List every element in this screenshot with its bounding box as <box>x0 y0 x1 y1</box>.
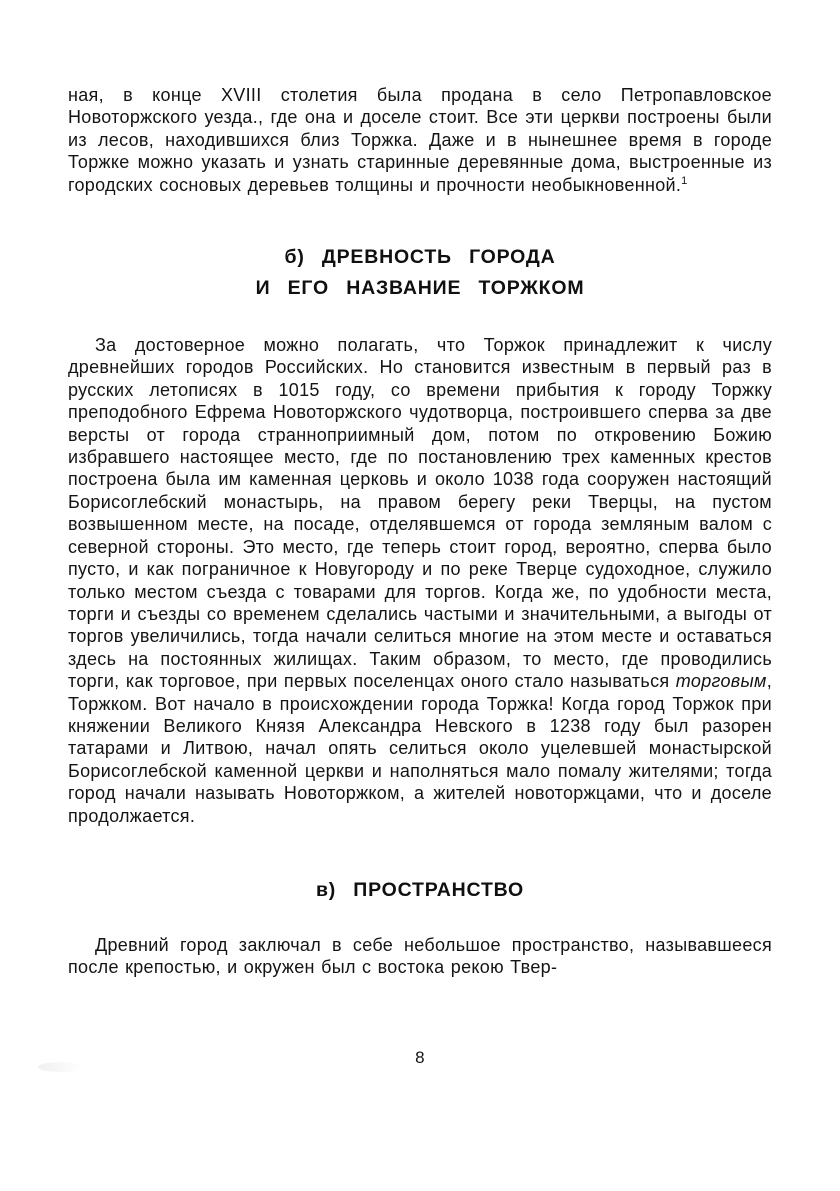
page-number: 8 <box>415 1048 425 1067</box>
section-heading-b <box>68 242 772 304</box>
scan-artifact <box>38 1062 84 1072</box>
paragraph-history-text-2: , Торжком. Вот начало в происхождении города Торжка! Когда город Торжок при княжении Великого Князя Александра Невского в 1238 году был разорен татарами и Литвою, начал опять селиться около уцелевшей монастырской Борисоглебской каменной церкви и наполняться мало помалу жителями; тогда город начали называть Новоторжком, а жителей новоторжцами, что и доселе продолжается. <box>68 671 772 826</box>
italic-word-torgovym: торговым <box>675 671 767 692</box>
paragraph-space: Древний город заключал в себе небольшое пространство, называвшееся после крепостью, и окружен был с востока рекою Твер- <box>68 934 772 978</box>
section-heading-v <box>68 875 772 906</box>
paragraph-history <box>68 334 772 827</box>
paragraph-history-text-1: За достоверное можно полагать, что Торжок принадлежит к числу древнейших городов Российских. Но становится известным в первый раз в русских летописях в 1015 году, со времени прибытия к городу Торжку преподобного Ефрема Новоторжского чудотворца, построившего сперва за две версты от города странноприимный дом, потом по откровению Божию избравшего настоящее место, где по постановлению трех каменных крестов построена была им каменная церковь и около 1038 года сооружен настоящий Борисоглебский монастырь, на правом берегу реки Тверцы, на пустом возвышенном месте, на посаде, отделявшемся от города земляным валом с северной стороны. Это место, где теперь стоит город, вероятно, сперва было пусто, и как пограничное к Новугороду и по реке Тверце судоходное, служило только местом съезда с товарами для торгов. Когда же, по удобности места, торги и съезды со временем сделались частыми и значительными, а выгоды от торгов увеличились, тогда начали селиться многие на этом месте и оставаться здесь на постоянных жилищах. Таким образом, то место, где проводились торги, как торговое, при первых поселенцах оного стало называться <box>68 335 772 692</box>
paragraph-continuation-text: ная, в конце XVIII столетия была продана в село Петропавловское Новоторжского уезда., где она и доселе стоит. Все эти церкви построены были из лесов, находившихся близ Торжка. Даже и в нынешнее время в городе Торжке можно указать и узнать старинные деревянные дома, выстроенные из городских сосновых деревьев толщины и прочности необыкновенной. <box>68 85 772 195</box>
section-heading-b-line2: И ЕГО НАЗВАНИЕ ТОРЖКОМ <box>255 277 585 300</box>
paragraph-continuation <box>68 84 772 196</box>
footnote-marker: 1 <box>681 174 688 187</box>
section-heading-v-text: в) ПРОСТРАНСТВО <box>315 878 525 901</box>
section-heading-b-line1: б) ДРЕВНОСТЬ ГОРОДА <box>284 246 556 269</box>
